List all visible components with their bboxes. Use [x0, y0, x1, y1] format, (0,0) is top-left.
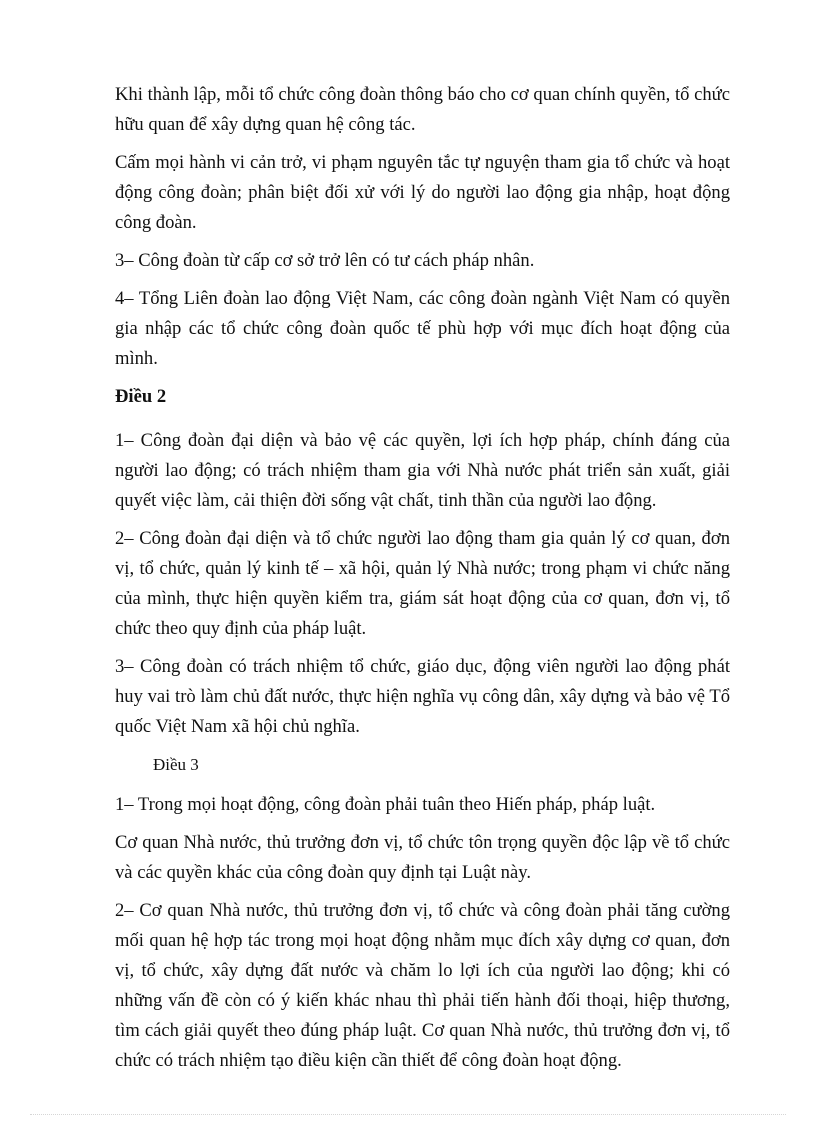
page-bottom-divider: [30, 1114, 786, 1115]
article-3-heading: Điều 3: [153, 755, 199, 774]
article-3-clause-1: 1– Trong mọi hoạt động, công đoàn phải tuân theo Hiến pháp, pháp luật.: [115, 794, 656, 815]
paragraph-union-registration: Khi thành lập, mỗi tổ chức công đoàn thông báo cho cơ quan chính quyền, tổ chức hữu quan để xây dựng quan hệ công tác.: [115, 84, 730, 135]
article-2-clause-2: 2– Công đoàn đại diện và tổ chức người lao động tham gia quản lý cơ quan, đơn vị, tổ chức, quản lý kinh tế – xã hội, quản lý Nhà nước; trong phạm vi chức năng của mình, thực hiện quyền kiểm tra, giám sát hoạt động của cơ quan, đơn vị, tổ chức theo quy định của pháp luật.: [115, 528, 730, 639]
article-2-heading: Điều 2: [115, 386, 167, 407]
paragraph-international-membership: 4– Tổng Liên đoàn lao động Việt Nam, các công đoàn ngành Việt Nam có quyền gia nhập các tổ chức công đoàn quốc tế phù hợp với mục đích hoạt động của mình.: [115, 288, 730, 369]
article-2-clause-3: 3– Công đoàn có trách nhiệm tổ chức, giáo dục, động viên người lao động phát huy vai trò làm chủ đất nước, thực hiện nghĩa vụ công dân, xây dựng và bảo vệ Tổ quốc Việt Nam xã hội chủ nghĩa.: [115, 656, 730, 737]
document-body: [115, 80, 730, 1084]
paragraph-prohibited-acts: Cấm mọi hành vi cản trở, vi phạm nguyên tắc tự nguyện tham gia tổ chức và hoạt động công đoàn; phân biệt đối xử với lý do người lao động gia nhập, hoạt động công đoàn.: [115, 152, 730, 233]
paragraph-legal-entity: 3– Công đoàn từ cấp cơ sở trở lên có tư cách pháp nhân.: [115, 250, 535, 271]
article-3-independence: Cơ quan Nhà nước, thủ trưởng đơn vị, tổ chức tôn trọng quyền độc lập về tổ chức và các quyền khác của công đoàn quy định tại Luật này.: [115, 832, 730, 883]
article-3-clause-2: 2– Cơ quan Nhà nước, thủ trưởng đơn vị, tổ chức và công đoàn phải tăng cường mối quan hệ hợp tác trong mọi hoạt động nhằm mục đích xây dựng cơ quan, đơn vị, tổ chức, xây dựng đất nước và chăm lo lợi ích của người lao động; khi có những vấn đề còn có ý kiến khác nhau thì phải tiến hành đối thoại, hiệp thương, tìm cách giải quyết theo đúng pháp luật. Cơ quan Nhà nước, thủ trưởng đơn vị, tổ chức có trách nhiệm tạo điều kiện cần thiết để công đoàn hoạt động.: [115, 900, 730, 1071]
article-2-clause-1: 1– Công đoàn đại diện và bảo vệ các quyền, lợi ích hợp pháp, chính đáng của người lao động; có trách nhiệm tham gia với Nhà nước phát triển sản xuất, giải quyết việc làm, cải thiện đời sống vật chất, tinh thần của người lao động.: [115, 430, 730, 511]
